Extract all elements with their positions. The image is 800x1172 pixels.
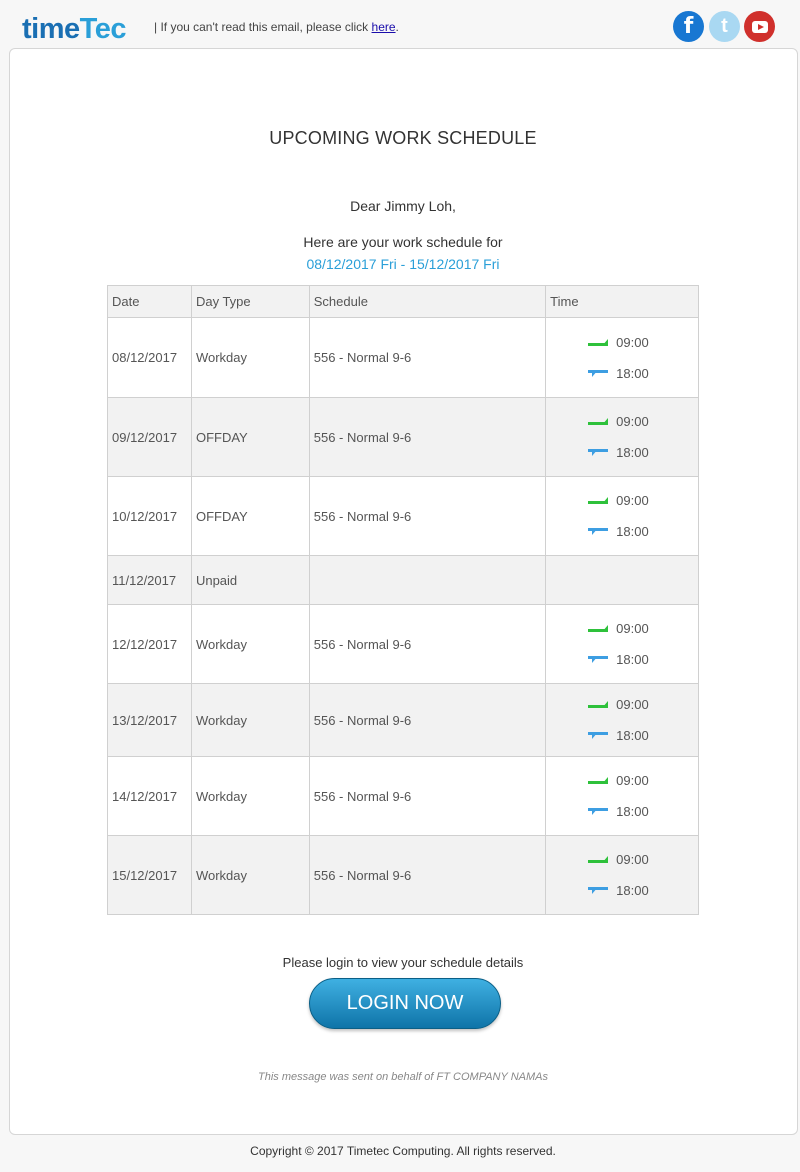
time-in-value: 09:00 — [616, 334, 649, 350]
time-out-value: 18:00 — [616, 728, 649, 743]
clock-out-time — [550, 720, 694, 751]
clock-in-time — [550, 844, 694, 875]
clock-out-arrow-icon — [588, 807, 608, 816]
time-in-value: 09:00 — [616, 852, 649, 867]
header-date: Date — [108, 286, 192, 318]
time-out-value: 18:00 — [616, 524, 649, 539]
time-out-value: 18:00 — [616, 445, 649, 460]
time-out-value: 18:00 — [616, 365, 649, 381]
clock-out-arrow-icon — [588, 369, 608, 378]
clock-out-time — [550, 644, 694, 675]
header-time: Time — [546, 286, 699, 318]
cell-schedule: 556 - Normal 9-6 — [309, 477, 545, 556]
time-in-value: 09:00 — [616, 493, 649, 508]
youtube-icon[interactable] — [744, 11, 775, 42]
table-row — [108, 477, 699, 556]
clock-out-arrow-icon — [588, 886, 608, 895]
header-day-type: Day Type — [191, 286, 309, 318]
cell-date: 12/12/2017 — [108, 605, 192, 684]
cell-day-type: Workday — [191, 318, 309, 398]
clock-in-time — [550, 406, 694, 437]
time-in-value: 09:00 — [616, 773, 649, 788]
time-out-value: 18:00 — [616, 652, 649, 667]
table-row — [108, 318, 699, 398]
cell-date: 13/12/2017 — [108, 684, 192, 757]
cell-day-type: Workday — [191, 836, 309, 915]
timetec-logo[interactable] — [22, 12, 126, 46]
logo-part-time: time — [22, 13, 80, 45]
clock-out-time — [550, 437, 694, 468]
header-note — [154, 20, 399, 34]
header-note-prefix: | If you can't read this email, please click — [154, 20, 372, 34]
cell-time — [546, 556, 699, 605]
login-now-button[interactable]: LOGIN NOW — [309, 978, 501, 1029]
cell-day-type: Workday — [191, 605, 309, 684]
table-row — [108, 836, 699, 915]
time-in-value: 09:00 — [616, 414, 649, 429]
cell-day-type: OFFDAY — [191, 477, 309, 556]
clock-in-arrow-icon — [588, 417, 608, 426]
table-header-row — [108, 286, 699, 318]
cell-schedule: 556 - Normal 9-6 — [309, 318, 545, 398]
greeting: Dear Jimmy Loh, — [350, 198, 456, 214]
cell-schedule: 556 - Normal 9-6 — [309, 398, 545, 477]
header-schedule: Schedule — [309, 286, 545, 318]
clock-out-arrow-icon — [588, 448, 608, 457]
cell-time — [546, 398, 699, 477]
clock-in-arrow-icon — [588, 624, 608, 633]
cell-date: 10/12/2017 — [108, 477, 192, 556]
clock-out-time — [550, 796, 694, 827]
clock-in-time — [550, 613, 694, 644]
cell-time — [546, 477, 699, 556]
cell-date: 15/12/2017 — [108, 836, 192, 915]
clock-out-arrow-icon — [588, 731, 608, 740]
cell-day-type: Workday — [191, 684, 309, 757]
page-title: UPCOMING WORK SCHEDULE — [269, 128, 537, 148]
table-row — [108, 684, 699, 757]
logo-part-tec: Tec — [79, 13, 126, 45]
clock-out-arrow-icon — [588, 655, 608, 664]
cell-time — [546, 318, 699, 398]
cell-time — [546, 684, 699, 757]
cell-schedule: 556 - Normal 9-6 — [309, 605, 545, 684]
twitter-glyph: t — [721, 15, 728, 37]
time-out-value: 18:00 — [616, 804, 649, 819]
clock-in-arrow-icon — [588, 496, 608, 505]
date-range: 08/12/2017 Fri - 15/12/2017 Fri — [306, 256, 500, 272]
cell-schedule: 556 - Normal 9-6 — [309, 684, 545, 757]
schedule-table-body — [108, 318, 699, 915]
table-row — [108, 757, 699, 836]
clock-in-arrow-icon — [588, 776, 608, 785]
clock-in-time — [550, 485, 694, 516]
cell-schedule — [309, 556, 545, 605]
cell-day-type: Workday — [191, 757, 309, 836]
header-note-suffix: . — [395, 20, 399, 34]
cell-date: 08/12/2017 — [108, 318, 192, 398]
cell-day-type: OFFDAY — [191, 398, 309, 477]
email-header — [0, 0, 800, 48]
clock-in-time — [550, 765, 694, 796]
table-row — [108, 605, 699, 684]
facebook-icon[interactable] — [673, 11, 704, 42]
time-out-value: 18:00 — [616, 883, 649, 898]
clock-in-arrow-icon — [588, 855, 608, 864]
cell-date: 11/12/2017 — [108, 556, 192, 605]
cell-time — [546, 757, 699, 836]
twitter-icon[interactable] — [709, 11, 740, 42]
table-row — [108, 398, 699, 477]
time-in-value: 09:00 — [616, 621, 649, 636]
cell-schedule: 556 - Normal 9-6 — [309, 757, 545, 836]
clock-in-arrow-icon — [588, 700, 608, 709]
cell-day-type: Unpaid — [191, 556, 309, 605]
cell-schedule: 556 - Normal 9-6 — [309, 836, 545, 915]
cell-date: 09/12/2017 — [108, 398, 192, 477]
facebook-glyph: f — [683, 14, 694, 39]
clock-out-time — [550, 516, 694, 547]
youtube-play-icon — [752, 21, 768, 33]
cell-time — [546, 605, 699, 684]
clock-in-arrow-icon — [588, 338, 608, 347]
clock-out-time — [550, 875, 694, 906]
schedule-table — [107, 285, 699, 915]
clock-in-time — [550, 327, 694, 358]
intro-text: Here are your work schedule for — [303, 234, 503, 250]
clock-out-arrow-icon — [588, 527, 608, 536]
cell-time — [546, 836, 699, 915]
table-row — [108, 556, 699, 605]
copyright: Copyright © 2017 Timetec Computing. All rights reserved. — [250, 1144, 556, 1158]
time-in-value: 09:00 — [616, 697, 649, 712]
login-note: Please login to view your schedule details — [282, 955, 524, 970]
view-online-link[interactable]: here — [371, 20, 396, 34]
clock-out-time — [550, 358, 694, 389]
cell-date: 14/12/2017 — [108, 757, 192, 836]
clock-in-time — [550, 689, 694, 720]
sent-on-behalf-note: This message was sent on behalf of FT COMPANY NAMAs — [258, 1071, 548, 1083]
